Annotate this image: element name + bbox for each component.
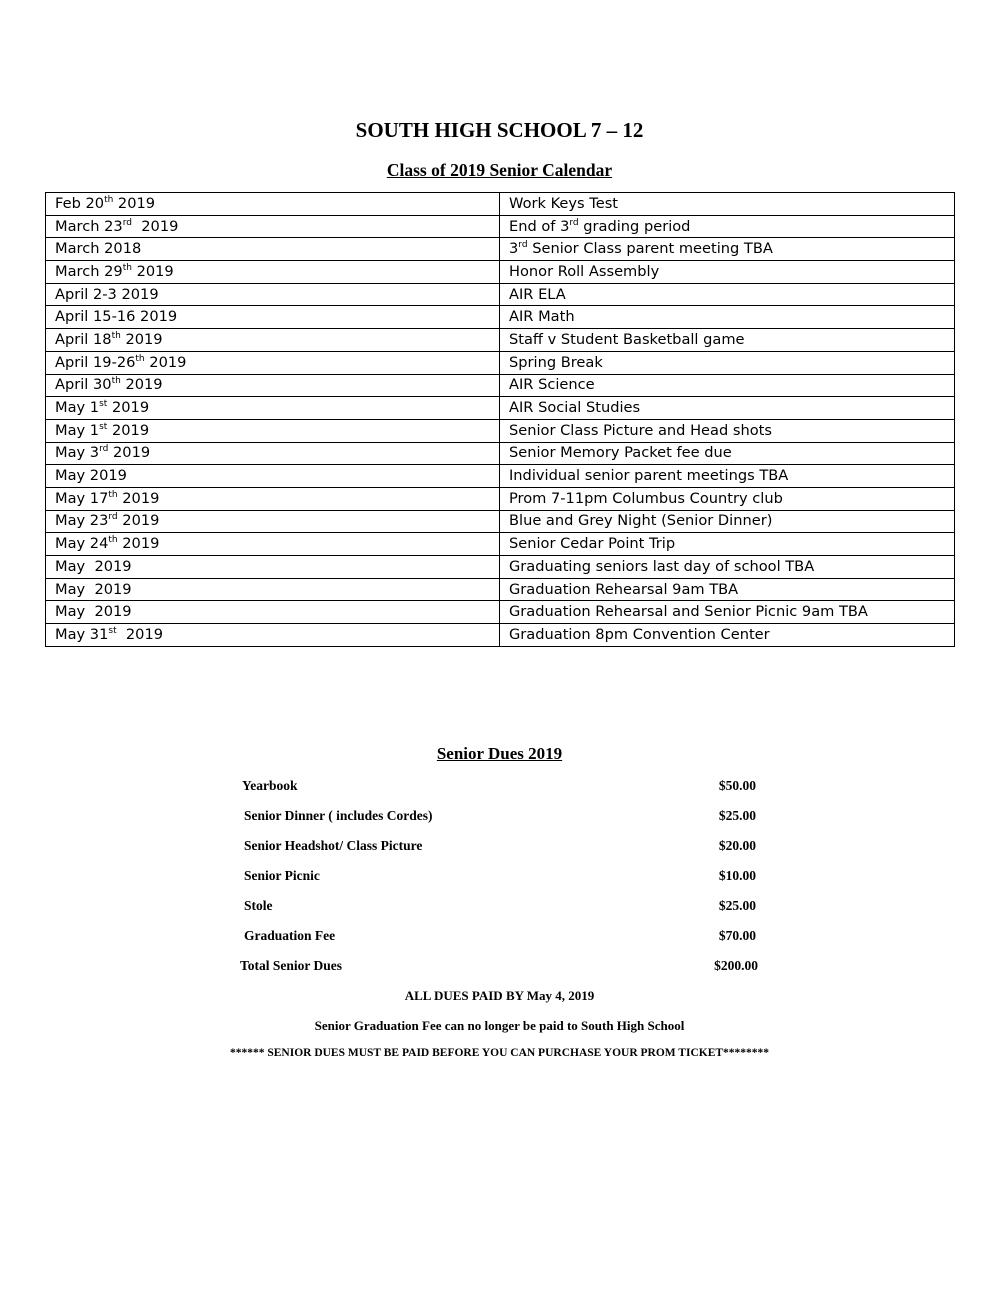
calendar-date-text-end: 2019 <box>131 217 179 235</box>
calendar-event-text: AIR Math <box>509 308 575 326</box>
calendar-row <box>46 578 955 601</box>
calendar-event-text: End of 3 <box>509 217 570 235</box>
calendar-event-text: Senior Cedar Point Trip <box>509 535 676 553</box>
calendar-date <box>46 556 500 579</box>
senior-calendar-body <box>46 193 955 647</box>
calendar-event-text: Senior Class Picture and Head shots <box>509 421 772 439</box>
calendar-event-text: Graduation Rehearsal 9am TBA <box>509 580 739 598</box>
calendar-event <box>500 578 955 601</box>
calendar-date-text-end: 2019 <box>120 330 163 348</box>
calendar-event-text-end: grading period <box>578 217 691 235</box>
ordinal-suffix: th <box>122 262 132 273</box>
calendar-event <box>500 351 955 374</box>
calendar-row <box>46 374 955 397</box>
calendar-row <box>46 442 955 465</box>
ordinal-suffix: rd <box>518 240 528 251</box>
calendar-date-text-end: 2019 <box>117 535 160 553</box>
ordinal-suffix: th <box>111 330 121 341</box>
calendar-event-text: Prom 7-11pm Columbus Country club <box>509 489 783 507</box>
ordinal-suffix: th <box>108 535 118 546</box>
calendar-event <box>500 374 955 397</box>
calendar-row <box>46 238 955 261</box>
dues-item-label: Graduation Fee <box>244 928 336 943</box>
calendar-event <box>500 510 955 533</box>
calendar-event-text: Graduation 8pm Convention Center <box>509 625 770 643</box>
calendar-date-text-end: 2019 <box>108 444 151 462</box>
calendar-event <box>500 624 955 647</box>
calendar-event-text: AIR Social Studies <box>509 399 641 417</box>
calendar-row <box>46 351 955 374</box>
dues-row-senior-dinner <box>0 804 999 834</box>
dues-total-label: Total Senior Dues <box>240 958 343 973</box>
calendar-date-text: March 23 <box>55 217 123 235</box>
calendar-event-text: Spring Break <box>509 353 603 371</box>
calendar-date <box>46 283 500 306</box>
calendar-date-text: May 2019 <box>55 580 132 598</box>
dues-item-label: Stole <box>244 898 273 913</box>
graduation-fee-note: Senior Graduation Fee can no longer be paid to South High School <box>314 1018 685 1033</box>
dues-row-stole <box>0 894 999 924</box>
calendar-date <box>46 419 500 442</box>
dues-item-amount: $25.00 <box>718 898 756 913</box>
calendar-event-text: Individual senior parent meetings TBA <box>509 467 789 485</box>
calendar-date <box>46 238 500 261</box>
calendar-date-text-end: 2019 <box>120 376 163 394</box>
dues-total-amount: $200.00 <box>714 958 758 973</box>
prom-ticket-warning: ****** SENIOR DUES MUST BE PAID BEFORE YOU CAN PURCHASE YOUR PROM TICKET******** <box>229 1047 770 1059</box>
calendar-event-text: Graduating seniors last day of school TBA <box>509 557 815 575</box>
calendar-date-text: May 2019 <box>55 467 127 485</box>
calendar-event <box>500 397 955 420</box>
calendar-event <box>500 487 955 510</box>
calendar-date-text: April 19-26 <box>55 353 136 371</box>
dues-item-amount: $20.00 <box>718 838 756 853</box>
calendar-date <box>46 329 500 352</box>
calendar-event-text: Staff v Student Basketball game <box>509 330 745 348</box>
calendar-row <box>46 261 955 284</box>
calendar-date-text: May 3 <box>55 444 100 462</box>
dues-row-total <box>0 954 999 984</box>
calendar-event <box>500 556 955 579</box>
calendar-date-text: April 2-3 2019 <box>55 285 159 303</box>
calendar-date-text: May 17 <box>55 489 109 507</box>
calendar-date-text: Feb 20 <box>55 194 105 212</box>
senior-calendar-table <box>45 192 955 647</box>
ordinal-suffix: rd <box>122 217 132 228</box>
calendar-date-text: April 15-16 2019 <box>55 308 178 326</box>
calendar-date-text: April 30 <box>55 376 112 394</box>
calendar-event-text: AIR Science <box>509 376 595 394</box>
calendar-row <box>46 465 955 488</box>
calendar-row <box>46 215 955 238</box>
calendar-event-text: Senior Memory Packet fee due <box>509 444 732 462</box>
ordinal-suffix: st <box>99 399 108 410</box>
calendar-date <box>46 374 500 397</box>
dues-item-amount: $70.00 <box>718 928 756 943</box>
calendar-event-text: Work Keys Test <box>509 194 619 212</box>
calendar-event-text: Blue and Grey Night (Senior Dinner) <box>509 512 773 530</box>
calendar-date <box>46 578 500 601</box>
dues-row-picnic <box>0 864 999 894</box>
calendar-event <box>500 215 955 238</box>
dues-item-label: Yearbook <box>242 778 298 793</box>
ordinal-suffix: th <box>108 489 118 500</box>
ordinal-suffix: rd <box>99 444 109 455</box>
calendar-date-text: April 18 <box>55 330 112 348</box>
calendar-event-text: Graduation Rehearsal and Senior Picnic 9am TBA <box>509 603 868 621</box>
calendar-event <box>500 442 955 465</box>
calendar-row <box>46 601 955 624</box>
calendar-row <box>46 306 955 329</box>
calendar-date <box>46 193 500 216</box>
calendar-event-text: 3 <box>509 240 519 258</box>
calendar-date-text-end: 2019 <box>107 421 150 439</box>
calendar-row <box>46 556 955 579</box>
calendar-row <box>46 329 955 352</box>
calendar-row <box>46 533 955 556</box>
dues-row-graduation-fee <box>0 924 999 954</box>
ordinal-suffix: rd <box>108 512 118 523</box>
calendar-row <box>46 510 955 533</box>
ordinal-suffix: rd <box>569 217 579 228</box>
dues-deadline-note: ALL DUES PAID BY May 4, 2019 <box>404 988 595 1003</box>
calendar-event-text: Honor Roll Assembly <box>509 262 660 280</box>
calendar-row <box>46 419 955 442</box>
calendar-date-text: May 31 <box>55 625 109 643</box>
calendar-event <box>500 193 955 216</box>
calendar-date <box>46 465 500 488</box>
calendar-date-text: May 24 <box>55 535 109 553</box>
calendar-event <box>500 306 955 329</box>
calendar-date-text-end: 2019 <box>113 194 156 212</box>
calendar-date-text-end: 2019 <box>144 353 187 371</box>
calendar-event-text-end: Senior Class parent meeting TBA <box>527 240 773 258</box>
calendar-date-text: March 2018 <box>55 240 142 258</box>
dues-item-label: Senior Dinner ( includes Cordes) <box>244 808 433 823</box>
calendar-date-text: May 2019 <box>55 603 132 621</box>
calendar-date-text-end: 2019 <box>117 512 160 530</box>
dues-item-amount: $25.00 <box>718 808 756 823</box>
dues-item-amount: $50.00 <box>718 778 756 793</box>
ordinal-suffix: th <box>104 194 114 205</box>
calendar-row <box>46 624 955 647</box>
calendar-title: Class of 2019 Senior Calendar <box>386 160 613 180</box>
calendar-date <box>46 261 500 284</box>
calendar-event <box>500 601 955 624</box>
ordinal-suffix: th <box>111 376 121 387</box>
calendar-event <box>500 283 955 306</box>
calendar-event <box>500 238 955 261</box>
calendar-event-text: AIR ELA <box>509 285 566 303</box>
calendar-date-text-end: 2019 <box>116 625 164 643</box>
calendar-row <box>46 283 955 306</box>
dues-row-yearbook <box>0 774 999 804</box>
dues-item-amount: $10.00 <box>718 868 756 883</box>
calendar-date <box>46 533 500 556</box>
calendar-event <box>500 261 955 284</box>
calendar-event <box>500 465 955 488</box>
calendar-date <box>46 442 500 465</box>
school-title: SOUTH HIGH SCHOOL 7 – 12 <box>355 118 644 142</box>
calendar-date-text: May 1 <box>55 399 100 417</box>
calendar-date <box>46 306 500 329</box>
calendar-date <box>46 397 500 420</box>
calendar-event <box>500 419 955 442</box>
calendar-event <box>500 533 955 556</box>
calendar-date <box>46 510 500 533</box>
calendar-date-text: May 2019 <box>55 557 132 575</box>
calendar-date <box>46 624 500 647</box>
calendar-date <box>46 351 500 374</box>
calendar-date <box>46 487 500 510</box>
calendar-date-text-end: 2019 <box>107 399 150 417</box>
calendar-date <box>46 601 500 624</box>
calendar-date-text: May 23 <box>55 512 109 530</box>
calendar-date-text-end: 2019 <box>131 262 174 280</box>
calendar-row <box>46 487 955 510</box>
dues-row-headshot <box>0 834 999 864</box>
calendar-date <box>46 215 500 238</box>
calendar-row <box>46 397 955 420</box>
dues-item-label: Senior Picnic <box>244 868 320 883</box>
dues-title: Senior Dues 2019 <box>436 744 563 763</box>
calendar-row <box>46 193 955 216</box>
ordinal-suffix: th <box>135 353 145 364</box>
ordinal-suffix: st <box>99 421 108 432</box>
calendar-date-text: March 29 <box>55 262 123 280</box>
dues-item-label: Senior Headshot/ Class Picture <box>244 838 423 853</box>
dues-list <box>0 774 999 984</box>
calendar-date-text-end: 2019 <box>117 489 160 507</box>
calendar-event <box>500 329 955 352</box>
ordinal-suffix: st <box>108 625 117 636</box>
calendar-date-text: May 1 <box>55 421 100 439</box>
